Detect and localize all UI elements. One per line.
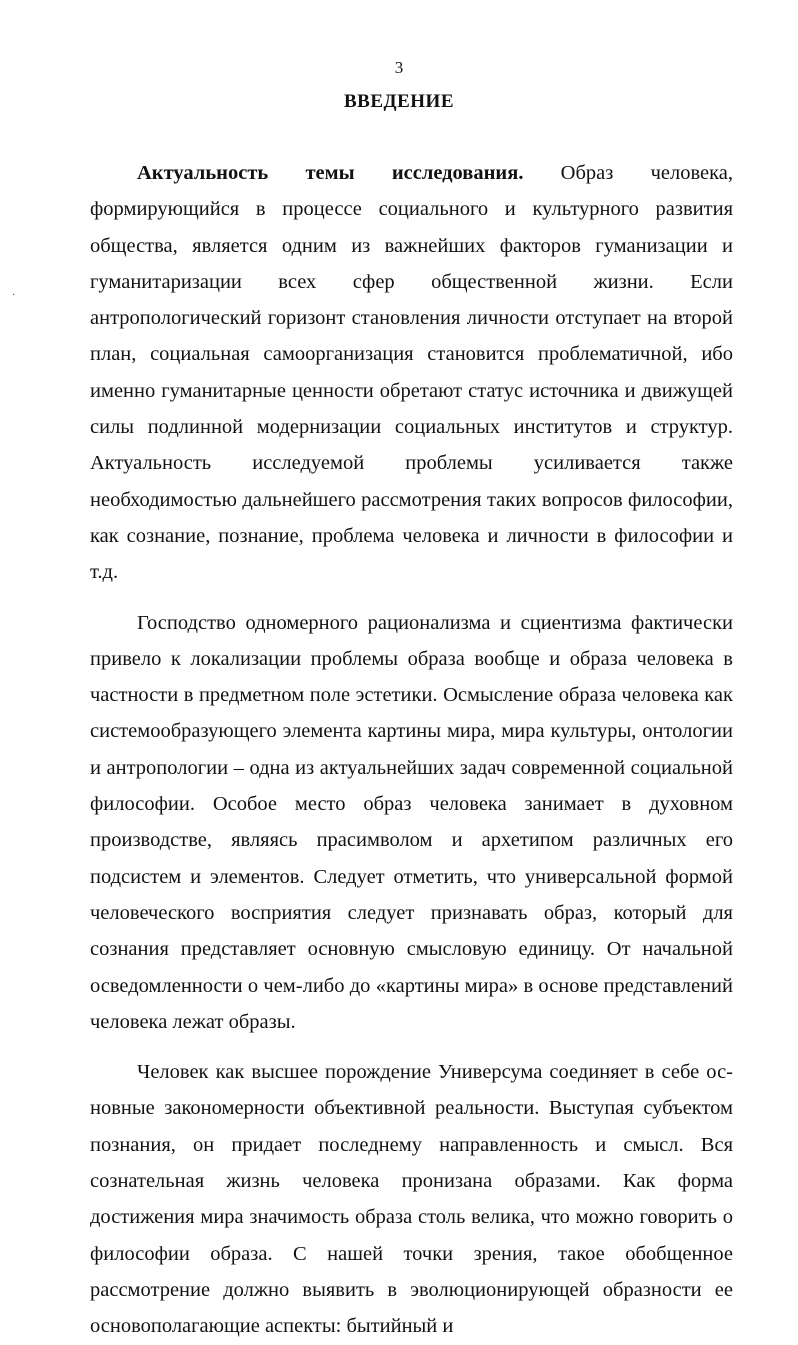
scan-mark: · xyxy=(12,290,16,301)
paragraph-relevance xyxy=(90,155,733,591)
paragraph-lead: Актуальность темы исследования. xyxy=(137,162,524,184)
paragraph-text: Образ человека, формирующийся в процессе социального и культурного развития общества, является одним из важнейших факторов гуманизации и гуманитаризации всех сфер общественной жизни. Если антропологический горизонт становления личности отступает на второй план, социальная самоорганизация становится проблематичной, ибо именно гуманитарные ценности обретают статус источника и движущей силы подлинной модернизации социальных институтов и структур. Актуальность исследуемой проблемы усиливается также необходимостью дальнейшего рассмотрения таких вопросов философии, как сознание, познание, проблема человека и личности в философии и т.д. xyxy=(90,162,733,584)
body-text xyxy=(90,155,733,1345)
page-number: 3 xyxy=(394,58,404,77)
paragraph-human: Человек как высшее порождение Универсума соединяет в себе основные закономерности объективной реальности. Выступая субъектом познания, он придает последнему направленность и смысл. Вся сознательная жизнь человека пронизана образами. Как форма достижения мира значимость образа столь велика, что можно говорить о философии образа. С нашей точки зрения, такое обобщенное рассмотрение должно выявить в эволюционирующей образности ее основополагающие аспекты: бытийный и xyxy=(90,1061,733,1338)
paragraph-dominance: Господство одномерного рационализма и сциентизма фактически привело к локализации проблемы образа вообще и образа человека в частности в предметном поле эстетики. Осмысление образа человека как системообразующего элемента картины мира, мира культуры, онтологии и антропологии – одна из актуальнейших задач современной социальной философии. Особое место образ человека занимает в духовном производстве, являясь прасимволом и архетипом различных его подсистем и элементов. Следует отметить, что универсальной формой человеческого восприятия следует признавать образ, который для сознания представляет основную смысловую единицу. От начальной осведомленности о чем-либо до «картины мира» в основе представлений человека лежат образы. xyxy=(90,611,733,1033)
section-heading: ВВЕДЕНИЕ xyxy=(344,91,454,112)
